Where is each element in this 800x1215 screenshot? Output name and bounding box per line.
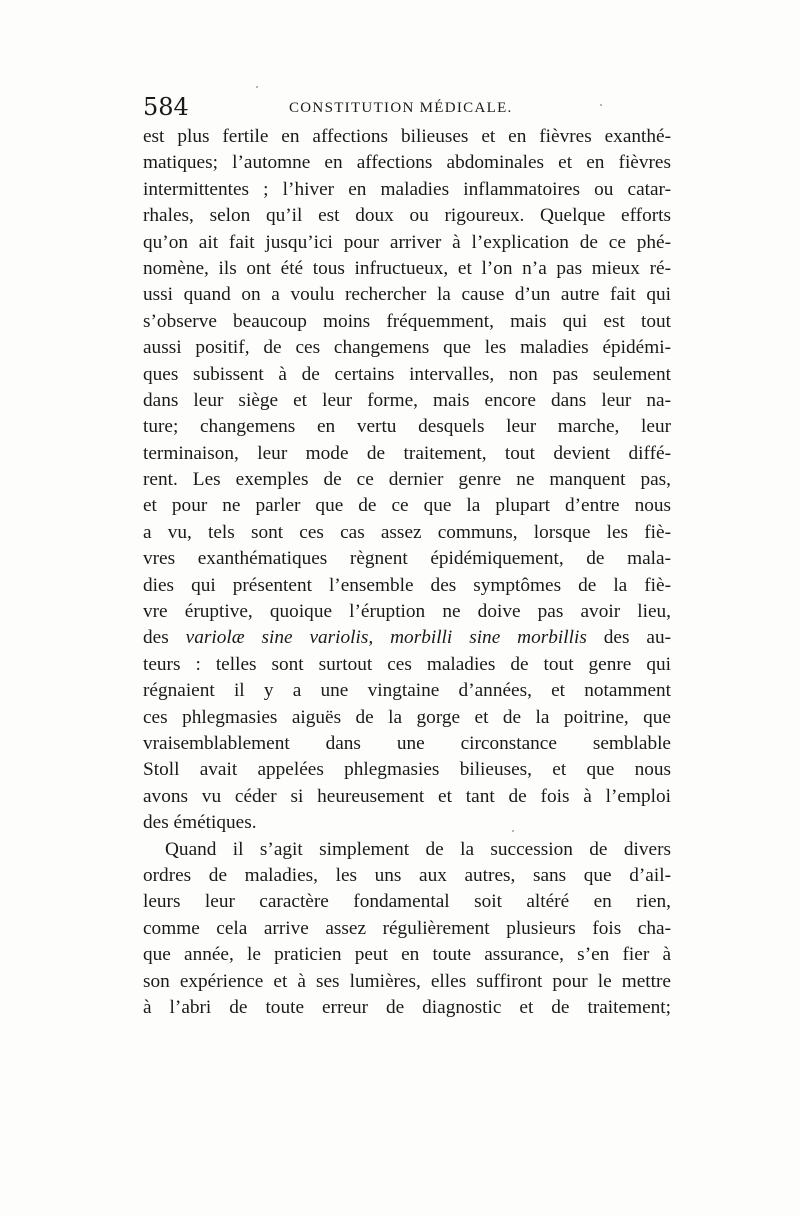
text-line: des émétiques. [143, 812, 257, 834]
text-line: vre éruptive, quoique l’éruption ne doive pas avoir lieu, [143, 601, 671, 623]
text-line: Quand il s’agit simplement de la succession de divers [165, 838, 671, 860]
text-line: rhales, selon qu’il est doux ou rigoureux. Quelque efforts [143, 205, 671, 227]
text-line: avons vu céder si heureusement et tant de fois à l’emploi [143, 785, 671, 807]
line-prefix: des [143, 627, 186, 649]
text-line: terminaison, leur mode de traitement, tout devient diffé- [143, 442, 671, 464]
text-line-with-latin [143, 625, 671, 651]
text-line: ques subissent à de certains intervalles, non pas seulement [143, 363, 671, 385]
text-line: ordres de maladies, les uns aux autres, sans que d’ail- [143, 864, 671, 886]
text-line: leurs leur caractère fondamental soit altéré en rien, [143, 891, 671, 913]
text-line: matiques; l’automne en affections abdominales et en fièvres [143, 152, 671, 174]
text-line: régnaient il y a une vingtaine d’années, et notamment [143, 680, 671, 702]
paper-speck [600, 104, 602, 106]
text-line: vres exanthématiques règnent épidémiquement, de mala- [143, 548, 671, 570]
line-suffix: des au- [586, 627, 672, 649]
body-text [143, 124, 671, 1021]
text-line: qu’on ait fait jusqu’ici pour arriver à l’explication de ce phé- [143, 231, 671, 253]
paper-speck [256, 86, 258, 88]
text-line: Stoll avait appelées phlegmasies bilieuses, et que nous [143, 759, 671, 781]
running-title: CONSTITUTION MÉDICALE. [289, 100, 513, 116]
text-line: teurs : telles sont surtout ces maladies de tout genre qui [143, 653, 671, 675]
text-line: et pour ne parler que de ce que la plupart d’entre nous [143, 495, 671, 517]
text-line: ces phlegmasies aiguës de la gorge et de la poitrine, que [143, 706, 671, 728]
text-line: est plus fertile en affections bilieuses et en fièvres exanthé- [143, 126, 671, 147]
page-number: 584 [143, 93, 189, 121]
text-line: comme cela arrive assez régulièrement plusieurs fois cha- [143, 917, 671, 939]
text-line: ussi quand on a voulu rechercher la cause d’un autre fait qui [143, 284, 671, 306]
text-line: à l’abri de toute erreur de diagnostic et de traitement; [143, 996, 671, 1018]
text-line: son expérience et à ses lumières, elles suffiront pour le mettre [143, 970, 671, 992]
text-line: dies qui présentent l’ensemble des symptômes de la fiè- [143, 574, 671, 596]
text-line: vraisemblablement dans une circonstance semblable [143, 732, 671, 754]
paper-speck [512, 830, 514, 832]
text-line: nomène, ils ont été tous infructueux, et l’on n’a pas mieux ré- [143, 257, 671, 279]
text-line: s’observe beaucoup moins fréquemment, mais qui est tout [143, 310, 671, 332]
latin-phrase: variolæ sine variolis, morbilli sine morbillis [185, 627, 587, 649]
text-line: que année, le praticien peut en toute assurance, s’en fier à [143, 944, 671, 966]
text-line: intermittentes ; l’hiver en maladies inflammatoires ou catar- [143, 178, 671, 200]
text-line: ture; changemens en vertu desquels leur marche, leur [143, 416, 671, 438]
text-line: dans leur siège et leur forme, mais encore dans leur na- [143, 389, 671, 411]
running-head [143, 92, 671, 122]
text-line: aussi positif, de ces changemens que les maladies épidémi- [143, 337, 671, 359]
text-line: rent. Les exemples de ce dernier genre ne manquent pas, [143, 469, 671, 491]
text-line: a vu, tels sont ces cas assez communs, lorsque les fiè- [143, 521, 671, 543]
